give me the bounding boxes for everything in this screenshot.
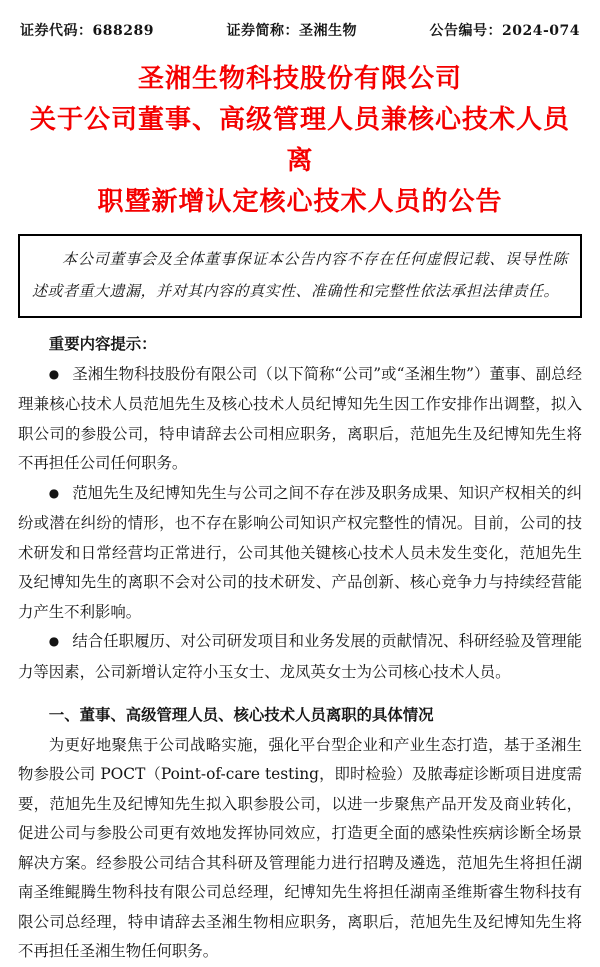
title-line-company: 圣湘生物科技股份有限公司 bbox=[137, 63, 462, 93]
notice-bullet-no-dispute bbox=[18, 479, 582, 628]
stock-code-label: 证券代码： bbox=[20, 23, 93, 39]
document-body bbox=[18, 330, 582, 967]
title-line-subject-2: 职暨新增认定核心技术人员的公告 bbox=[97, 186, 503, 216]
board-guarantee-box bbox=[18, 234, 582, 318]
section1-paragraph: 为更好地聚焦于公司战略实施，强化平台型企业和产业生态打造，基于圣湘生物参股公司 POCT（Point-of-care testing，即时检验）及脓毒症诊断项目进度需要，范旭先生及纪博知先生拟入职参股公司，以进一步聚焦产品开发及商业转化，促进公司与参股公司更有效地发挥协同效应，打造更全面的感染性疾病诊断全场景解决方案。经参股公司结合其科研及管理能力进行招聘及遴选，范旭先生将担任湖南圣维鲲腾生物科技有限公司总经理，纪博知先生将担任湖南圣维斯睿生物科技有限公司总经理，特申请辞去圣湘生物相应职务，离职后，范旭先生及纪博知先生将不再担任圣湘生物任何职务。 bbox=[18, 735, 582, 960]
announcement-number bbox=[429, 20, 580, 40]
bullet-dot-icon: ● bbox=[48, 366, 60, 381]
bullet-dot-icon: ● bbox=[48, 634, 60, 648]
section1-heading: 一、董事、高级管理人员、核心技术人员离职的具体情况 bbox=[48, 707, 434, 724]
stock-name-label: 证券简称： bbox=[226, 23, 299, 39]
notice-bullet-new-personnel-text: 结合任职履历、对公司研发项目和业务发展的贡献情况、科研经验及管理能力等因素，公司新增认定符小玉女士、龙凤英女士为公司核心技术人员。 bbox=[18, 632, 582, 681]
announcement-number-value: 2024-074 bbox=[501, 23, 580, 39]
important-notice-heading: 重要内容提示： bbox=[48, 336, 157, 353]
stock-code bbox=[20, 20, 154, 40]
announcement-number-label: 公告编号： bbox=[429, 23, 502, 39]
notice-bullet-resignation-text: 圣湘生物科技股份有限公司（以下简称“公司”或“圣湘生物”）董事、副总经理兼核心技术人员范旭先生及核心技术人员纪博知先生因工作安排作出调整，拟入职公司的参股公司，特申请辞去公司相应职务，离职后，范旭先生及纪博知先生将不再担任公司任何职务。 bbox=[18, 364, 582, 472]
board-guarantee-text: 本公司董事会及全体董事保证本公告内容不存在任何虚假记载、误导性陈述或者重大遗漏，并对其内容的真实性、准确性和完整性依法承担法律责任。 bbox=[32, 250, 568, 300]
doc-header bbox=[18, 20, 582, 40]
stock-name bbox=[226, 20, 357, 40]
title-line-subject-1: 关于公司董事、高级管理人员兼核心技术人员离 bbox=[29, 104, 570, 175]
stock-name-value: 圣湘生物 bbox=[298, 23, 357, 39]
stock-code-value: 688289 bbox=[92, 23, 154, 39]
notice-bullet-no-dispute-text: 范旭先生及纪博知先生与公司之间不存在涉及职务成果、知识产权相关的纠纷或潜在纠纷的情形，也不存在影响公司知识产权完整性的情况。目前，公司的技术研发和日常经营均正常进行，公司其他关键核心技术人员未发生变化，范旭先生及纪博知先生的离职不会对公司的技术研发、产品创新、核心竞争力与持续经营能力产生不利影响。 bbox=[18, 483, 582, 621]
bullet-dot-icon: ● bbox=[48, 485, 60, 500]
notice-bullet-new-personnel bbox=[18, 627, 582, 687]
notice-bullet-resignation bbox=[18, 360, 582, 479]
announcement-title bbox=[18, 58, 582, 222]
